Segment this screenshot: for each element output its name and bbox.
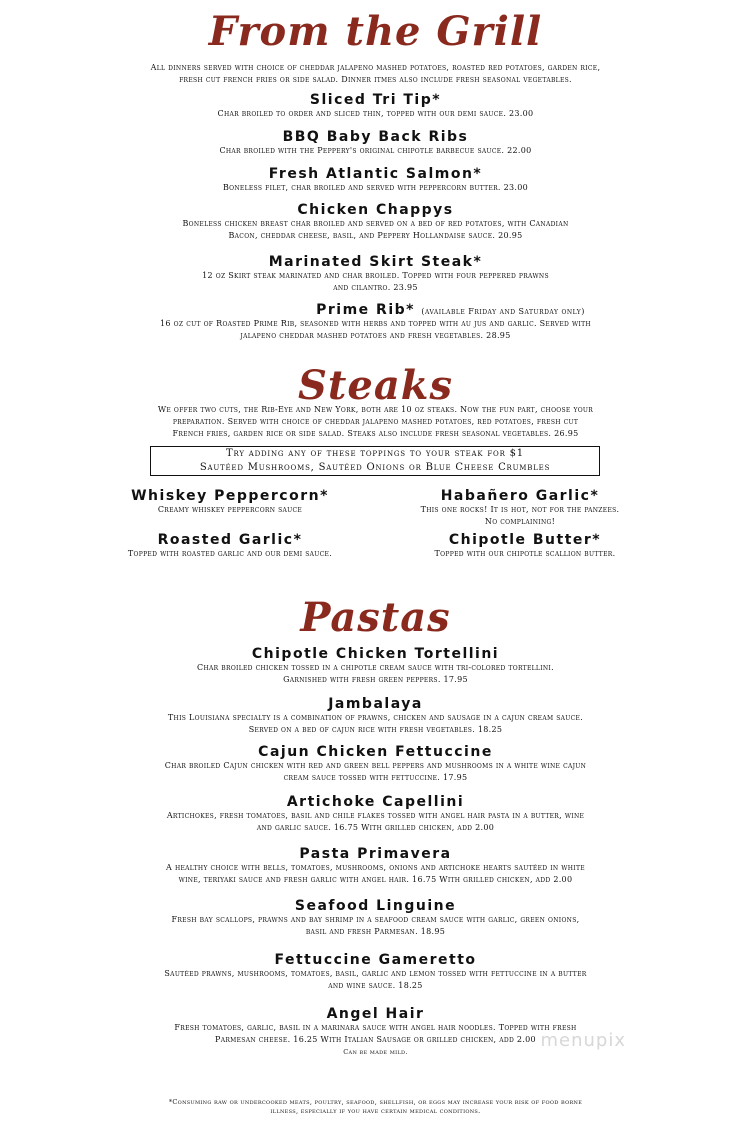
item-name: Fettuccine Gameretto (274, 952, 477, 968)
grill-item (0, 166, 751, 194)
pasta-item (0, 846, 751, 886)
item-name: Chipotle Butter* (448, 532, 602, 548)
item-name: Pasta Primavera (299, 846, 452, 862)
item-name: Seafood Linguine (294, 898, 457, 914)
disclaimer-line: *Consuming raw or undercooked meats, poultry, seafood, shellfish, or eggs may increase your risk of food borne (168, 1098, 583, 1106)
steaks-intro-line: French fries, garden rice or side salad. Steaks also include fresh seasonal vegetables. 26.95 (172, 429, 579, 438)
pasta-item (0, 646, 751, 686)
toppings-box (150, 446, 600, 476)
item-desc: Boneless chicken breast char broiled and served on a bed of red potatoes, with Canadian (182, 219, 569, 228)
toppings-line: Sautéed Mushrooms, Sautéed Onions or Blue Cheese Crumbles (199, 462, 551, 473)
item-name: Prime Rib* (316, 302, 415, 318)
item-name: Jambalaya (328, 696, 423, 712)
steaks-intro (0, 404, 751, 440)
item-desc: Boneless filet, char broiled and served with peppercorn butter. 23.00 (222, 183, 529, 192)
item-desc: 12 oz Skirt steak marinated and char broiled. Topped with four peppered prawns (202, 271, 549, 280)
item-desc: Fresh tomatoes, garlic, basil in a marinara sauce with angel hair noodles. Topped with fresh (174, 1023, 577, 1032)
item-name: Artichoke Capellini (286, 794, 465, 810)
item-desc: cream sauce tossed with fettuccine. 17.95 (283, 773, 468, 782)
item-name: Roasted Garlic* (157, 532, 303, 548)
item-name: Fresh Atlantic Salmon* (268, 166, 483, 182)
pasta-item (0, 952, 751, 992)
steak-preparation (80, 532, 380, 560)
item-desc: jalapeno cheddar mashed potatoes and fresh vegetables. 28.95 (240, 331, 511, 340)
grill-intro-line: fresh cut french fries or side salad. Dinner itmes also include fresh seasonal vegetables. (179, 75, 572, 84)
item-desc: This Louisiana specialty is a combination of prawns, chicken and sausage in a cajun cream sauce. (167, 713, 584, 722)
item-name: Sliced Tri Tip* (309, 92, 442, 108)
item-desc: A healthy choice with bells, tomatoes, mushrooms, onions and artichoke hearts sautéed in white (166, 863, 585, 872)
pasta-item (0, 898, 751, 938)
item-desc: Parmesan cheese. 16.25 With Italian Sausage or grilled chicken, add 2.00 (215, 1035, 536, 1044)
item-name: Whiskey Peppercorn* (131, 488, 329, 504)
item-desc: 16 oz cut of Roasted Prime Rib, seasoned with herbs and topped with au jus and garlic. Served with (160, 319, 591, 328)
steaks-intro-line: We offer two cuts, the Rib-Eye and New York, both are 10 oz steaks. Now the fun part, choose your (157, 405, 594, 414)
item-desc: Served on a bed of cajun rice with fresh vegetables. 18.25 (248, 725, 503, 734)
item-name: Marinated Skirt Steak* (268, 254, 483, 270)
item-desc: Creamy whiskey peppercorn sauce (157, 505, 303, 514)
watermark-logo: menupix (540, 1030, 626, 1051)
pasta-item (0, 696, 751, 736)
item-desc: No complaining! (484, 517, 556, 526)
item-desc: Artichokes, fresh tomatoes, basil and chile flakes tossed with angel hair pasta in a butter, wine (166, 811, 585, 820)
availability-note: (available Friday and Saturday only) (421, 307, 585, 316)
item-desc: Bacon, cheddar cheese, basil, and Peppery Hollandaise sauce. 20.95 (228, 231, 523, 240)
pastas-title: Pastas (300, 594, 451, 641)
item-desc: Fresh bay scallops, prawns and bay shrimp in a seafood cream sauce with garlic, green onions, (171, 915, 580, 924)
grill-intro-line: All dinners served with choice of cheddar jalapeno mashed potatoes, roasted red potatoes, garden rice, (150, 63, 601, 72)
item-desc: and garlic sauce. 16.75 With grilled chicken, add 2.00 (256, 823, 495, 832)
item-desc: Char broiled to order and sliced thin, topped with our demi sauce. 23.00 (217, 109, 534, 118)
item-desc: wine, teriyaki sauce and fresh garlic with angel hair. 16.75 With grilled chicken, add 2.00 (178, 875, 573, 884)
item-desc: and cilantro. 23.95 (333, 283, 418, 292)
grill-title: From the Grill (208, 8, 543, 55)
grill-item (0, 129, 751, 157)
item-desc: basil and fresh Parmesan. 18.95 (305, 927, 446, 936)
item-desc: Topped with our chipotle scallion butter. (434, 549, 616, 558)
grill-item (0, 254, 751, 294)
steaks-intro-line: preparation. Served with choice of cheddar jalapeno mashed potatoes, red potatoes, fresh cut (172, 417, 579, 426)
item-name: Habañero Garlic* (440, 488, 600, 504)
pasta-item (0, 794, 751, 834)
item-name: BBQ Baby Back Ribs (282, 129, 469, 145)
item-desc: Topped with roasted garlic and our demi sauce. (127, 549, 333, 558)
disclaimer-line: illness, especially if you have certain medical conditions. (270, 1107, 481, 1115)
item-desc: and wine sauce. 18.25 (328, 981, 423, 990)
steak-preparation (375, 532, 675, 560)
pasta-item (0, 1006, 751, 1058)
pasta-item (0, 744, 751, 784)
steak-preparation (370, 488, 670, 528)
item-desc: Char broiled Cajun chicken with red and green bell peppers and mushrooms in a white wine cajun (164, 761, 587, 770)
item-note: Can be made mild. (343, 1048, 408, 1056)
item-desc: This one rocks! It is hot, not for the panzees. (420, 505, 620, 514)
grill-item (0, 92, 751, 120)
item-name-row (0, 302, 751, 318)
grill-intro (0, 62, 751, 86)
toppings-line: Try adding any of these toppings to your steak for $1 (226, 448, 524, 459)
item-name: Chipotle Chicken Tortellini (251, 646, 500, 662)
item-name: Angel Hair (326, 1006, 425, 1022)
steak-preparation (80, 488, 380, 516)
grill-item (0, 202, 751, 242)
item-desc: Sautéed prawns, mushrooms, tomatoes, basil, garlic and lemon tossed with fettuccine in a butter (164, 969, 587, 978)
item-name: Cajun Chicken Fettuccine (258, 744, 493, 760)
item-name: Chicken Chappys (297, 202, 454, 218)
item-desc: Char broiled with the Peppery's original chipotle barbecue sauce. 22.00 (219, 146, 532, 155)
item-desc: Garnished with fresh green peppers. 17.95 (283, 675, 468, 684)
footer-disclaimer (0, 1098, 751, 1116)
item-desc: Char broiled chicken tossed in a chipotle cream sauce with tri-colored tortellini. (197, 663, 554, 672)
steaks-title: Steaks (298, 362, 453, 409)
grill-item-prime-rib (0, 302, 751, 342)
